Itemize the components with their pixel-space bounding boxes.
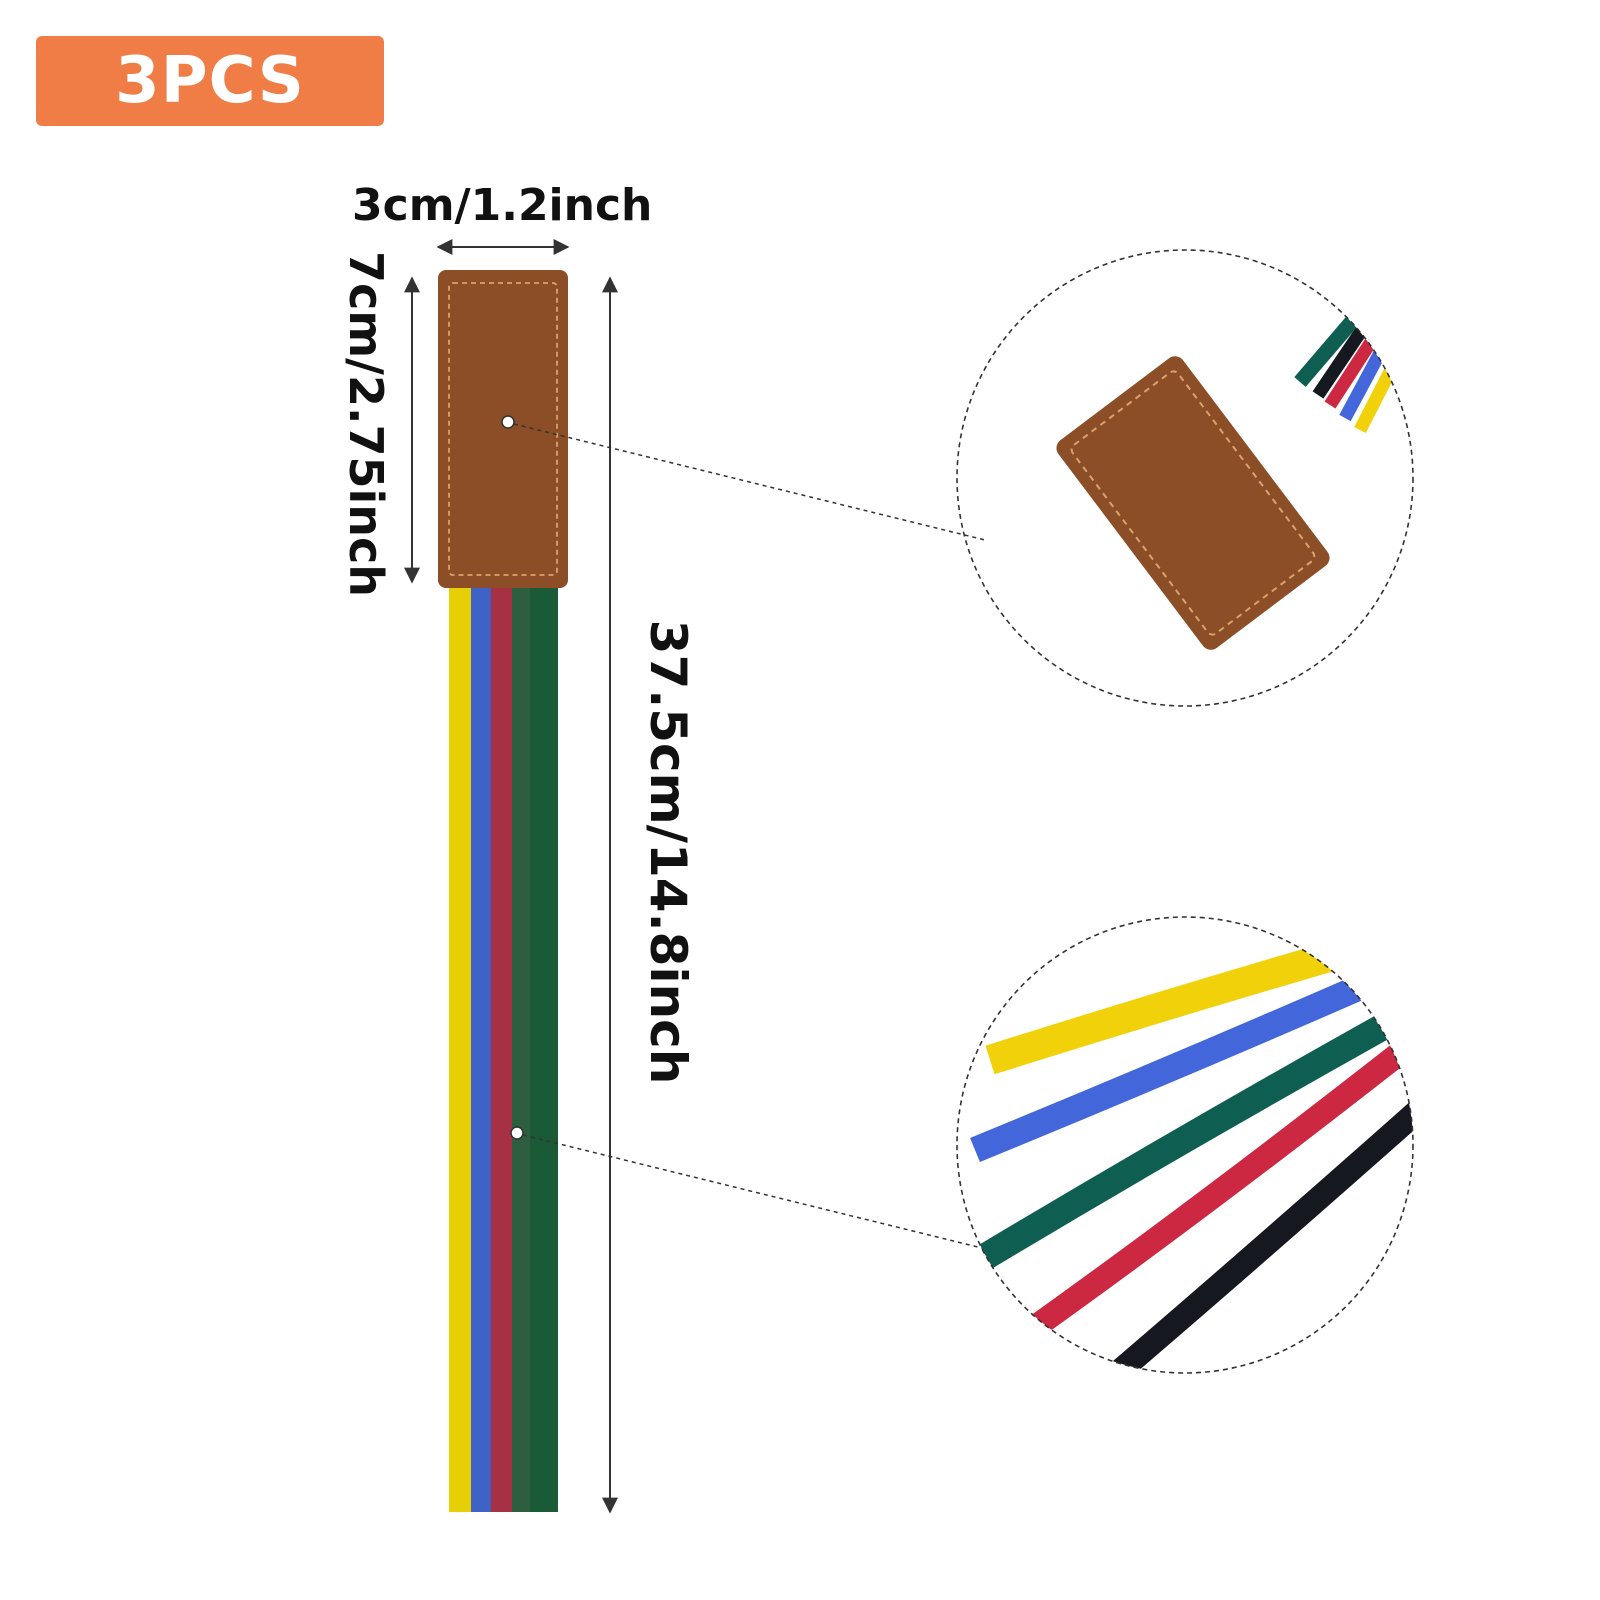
ribbon-blue xyxy=(471,588,491,1512)
ribbon-yellow xyxy=(449,588,471,1512)
ribbon-red xyxy=(491,588,512,1512)
leather-tab-zoom-circle xyxy=(957,250,1413,706)
bottom-callout-connector xyxy=(511,1127,990,1250)
length-dimension-label: 37.5cm/14.8inch xyxy=(639,619,697,1085)
ribbon-green xyxy=(530,588,558,1512)
top-callout-connector xyxy=(502,416,985,540)
zoom-leather-tab xyxy=(1052,352,1333,654)
leather-tab xyxy=(438,270,568,588)
width-dimension-label: 3cm/1.2inch xyxy=(352,180,653,231)
ribbons-zoom-circle xyxy=(957,917,1430,1405)
height-dimension-label: 7cm/2.75inch xyxy=(339,250,393,598)
quantity-badge-text: 3PCS xyxy=(115,44,305,118)
ribbon-green-dark xyxy=(512,588,530,1512)
ribbon-bundle xyxy=(449,588,558,1512)
